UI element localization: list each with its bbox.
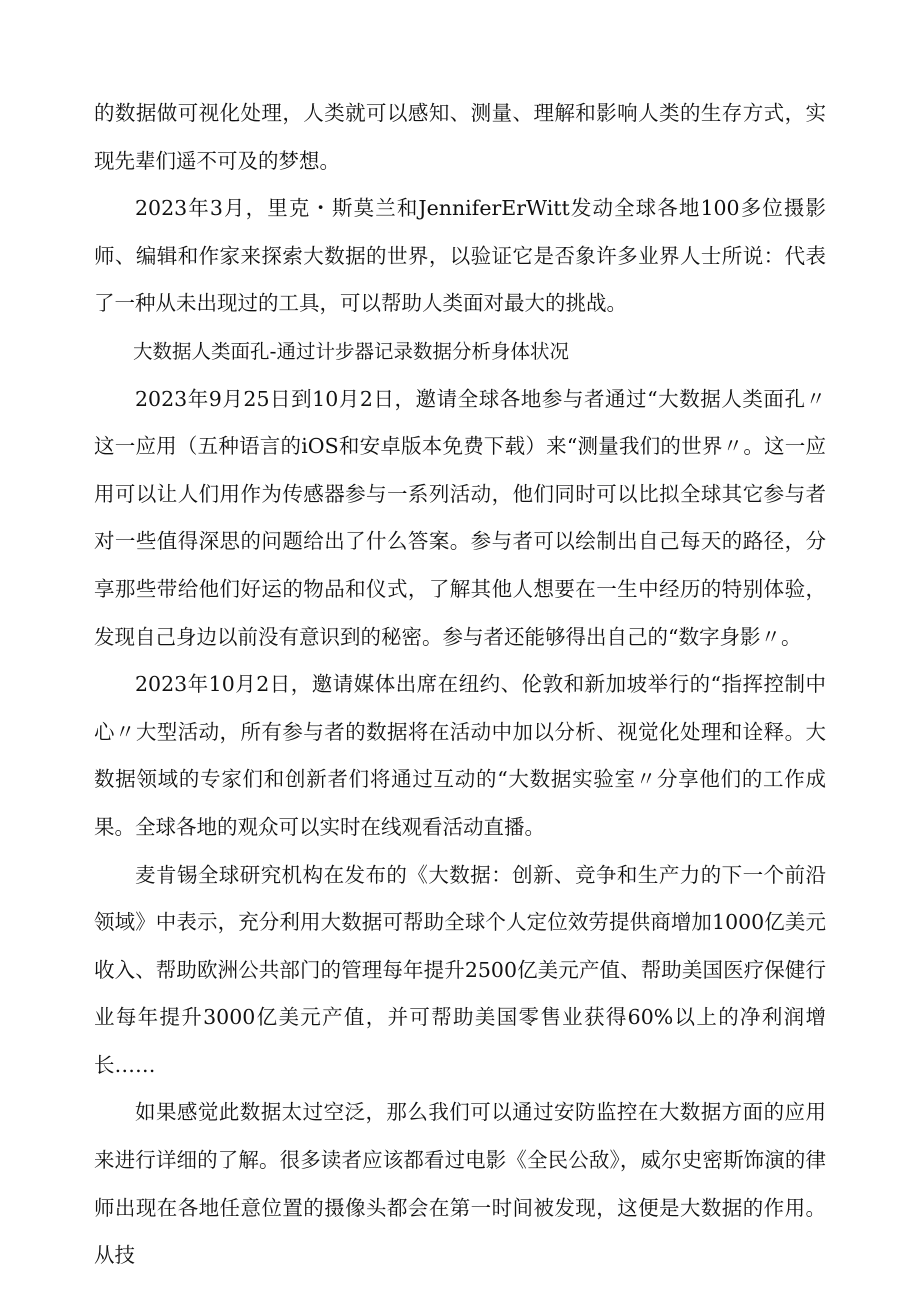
paragraph-command-center: 2023年10月2日，邀请媒体出席在纽约、伦敦和新加坡举行的“指挥控制中心〃大型活动，所有参与者的数据将在活动中加以分析、视觉化处理和诠释。大数据领域的专家们和创新者们将通过互动的“大数据实验室〃分享他们的工作成果。全球各地的观众可以实时在线观看活动直播。 bbox=[94, 672, 826, 839]
paragraph-app-launch: 2023年9月25日到10月2日，邀请全球各地参与者通过“大数据人类面孔〃这一应用（五种语言的iOS和安卓版本免费下载）来“测量我们的世界〃。这一应用可以让人们用作为传感器参与一系列活动，他们同时可以比拟全球其它参与者对一些值得深思的问题给出了什么答案。参与者可以绘制出自己每天的路径，分享那些带给他们好运的物品和仪式，了解其他人想要在一生中经历的特别体验，发现自己身边以前没有意识到的秘密。参与者还能够得出自己的“数字身影〃。 bbox=[94, 386, 826, 649]
section-heading: 大数据人类面孔-通过计步器记录数据分析身体状况 bbox=[133, 339, 570, 363]
paragraph-smolan-project: 2023年3月，里克・斯莫兰和JenniferErWitt发动全球各地100多位摄影师、编辑和作家来探索大数据的世界，以验证它是否象许多业界人士所说：代表了一种从未出现过的工具，可以帮助人类面对最大的挑战。 bbox=[94, 196, 826, 316]
paragraph-security-monitoring: 如果感觉此数据太过空泛，那么我们可以通过安防监控在大数据方面的应用来进行详细的了解。很多读者应该都看过电影《全民公敌》，威尔史密斯饰演的律师出现在各地任意位置的摄像头都会在第一时间被发现，这便是大数据的作用。从技 bbox=[94, 1100, 826, 1268]
document-body bbox=[94, 90, 826, 1280]
paragraph-mckinsey-report: 麦肯锡全球研究机构在发布的《大数据：创新、竞争和生产力的下一个前沿领域》中表示，充分利用大数据可帮助全球个人定位效劳提供商增加1000亿美元收入、帮助欧洲公共部门的管理每年提升2500亿美元产值、帮助美国医疗保健行业每年提升3000亿美元产值，并可帮助美国零售业获得60%以上的净利润增长…… bbox=[94, 862, 826, 1077]
paragraph-continuation: 的数据做可视化处理，人类就可以感知、测量、理解和影响人类的生存方式，实现先辈们遥不可及的梦想。 bbox=[94, 101, 826, 173]
